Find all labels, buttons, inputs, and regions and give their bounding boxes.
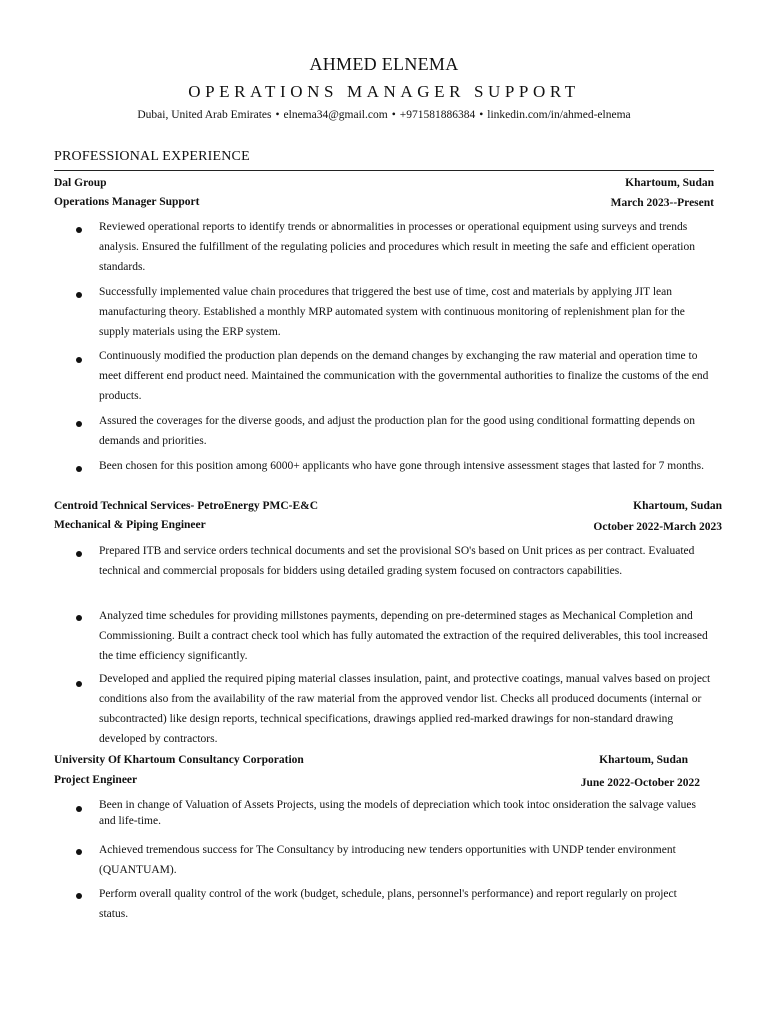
bullet-icon [76, 551, 82, 557]
job-bullet: Been chosen for this position among 6000+ applicants who have gone through intensive assessment stages that lasted for 7 months. [99, 460, 705, 472]
job-title: Project Engineer [54, 774, 138, 786]
candidate-role: OPERATIONS MANAGER SUPPORT [188, 82, 580, 101]
job-bullet: Achieved tremendous success for The Consultancy by introducing new tenders opportunities with UNDP tender environment (QUANTUAM). [99, 844, 676, 876]
separator-dot: • [391, 109, 396, 121]
bullet-icon [76, 421, 82, 427]
job-bullet: Been in change of Valuation of Assets Projects, using the models of depreciation which took intoc onsideration the salvage values and life-time. [99, 799, 697, 827]
section-divider [54, 170, 714, 171]
job-location: Khartoum, Sudan [625, 177, 714, 189]
separator-dot: • [275, 109, 280, 121]
job-title: Mechanical & Piping Engineer [54, 519, 206, 531]
candidate-name: AHMED ELNEMA [309, 54, 459, 74]
bullet-icon [76, 357, 82, 363]
job-title: Operations Manager Support [54, 196, 200, 208]
job-bullet: Reviewed operational reports to identify trends or abnormalities in processes or operational equipment using surveys and trends analysis. Ensured the fulfillment of the regulating policies and procedures which result in meeting the safe and efficient operation standards. [99, 221, 696, 273]
job-location: Khartoum, Sudan [633, 500, 722, 512]
job-dates: March 2023--Present [610, 197, 714, 209]
bullet-icon [76, 849, 82, 855]
job-bullet: Developed and applied the required piping material classes insulation, paint, and protective coatings, manual valves based on project conditions also from the availability of the raw material from the approved vendor list. Checks all produced documents (internal or subcontracted) like design reports, technical specifications, drawings applied red-marked drawings for non-standard drawing developed by contractors. [99, 673, 711, 745]
contact-email[interactable]: elnema34@gmail.com [283, 109, 388, 121]
contact-line [0, 109, 768, 121]
job-company: Dal Group [54, 177, 107, 189]
contact-linkedin[interactable]: linkedin.com/in/ahmed-elnema [487, 109, 631, 121]
separator-dot: • [479, 109, 484, 121]
bullet-icon [76, 806, 82, 812]
job-dates: October 2022-March 2023 [593, 521, 722, 533]
bullet-icon [76, 893, 82, 899]
section-title-experience: PROFESSIONAL EXPERIENCE [54, 149, 250, 164]
job-company: Centroid Technical Services- PetroEnergy PMC-E&C [54, 500, 319, 512]
job-bullet: Perform overall quality control of the work (budget, schedule, plans, personnel's performance) and report regularly on project status. [99, 888, 677, 920]
bullet-icon [76, 615, 82, 621]
bullet-icon [76, 681, 82, 687]
job-company: University Of Khartoum Consultancy Corporation [54, 754, 304, 766]
job-bullet: Assured the coverages for the diverse goods, and adjust the production plan for the good using conditional formatting depends on demands and priorities. [99, 415, 695, 447]
job-dates: June 2022-October 2022 [580, 777, 700, 789]
job-bullet: Continuously modified the production plan depends on the demand changes by exchanging the raw material and operation time to meet different end product need. Maintained the communication with the governmental authorities to finalize the customs of the end products. [99, 350, 709, 402]
job-bullet: Successfully implemented value chain procedures that triggered the best use of time, cost and materials by applying JIT lean manufacturing theory. Established a monthly MRP automated system with continuous monitoring of replenishment plan for the supply materials using the ERP system. [99, 286, 685, 338]
contact-location: Dubai, United Arab Emirates [137, 109, 272, 121]
bullet-icon [76, 227, 82, 233]
contact-phone[interactable]: +971581886384 [399, 109, 476, 121]
job-location: Khartoum, Sudan [599, 754, 688, 766]
bullet-icon [76, 292, 82, 298]
job-bullet: Prepared ITB and service orders technical documents and set the provisional SO's based on Unit prices as per contract. Evaluated technical and commercial proposals for bidders using detailed grading system focused on contractors capabilities. [99, 545, 695, 577]
job-bullet: Analyzed time schedules for providing millstones payments, depending on pre-determined stages as Mechanical Completion and Commissioning. Built a contract check tool which has fully automated the extraction of the required deliverables, this tool increased the time efficiency significantly. [99, 610, 708, 662]
bullet-icon [76, 466, 82, 472]
